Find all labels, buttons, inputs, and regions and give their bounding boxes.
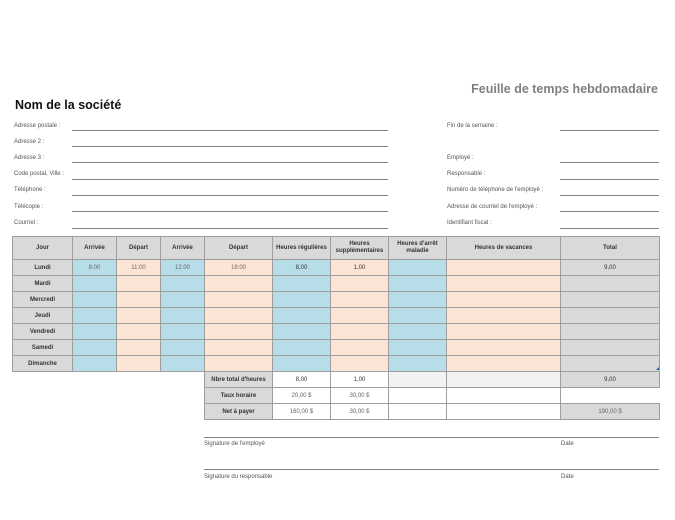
arrival-1-cell[interactable] (73, 308, 117, 324)
total-cell (561, 308, 660, 324)
departure-1-cell[interactable] (117, 356, 161, 372)
employee-signature-label: Signature de l'employé (204, 441, 265, 447)
day-label: Samedi (13, 340, 73, 356)
field-label-phone: Téléphone : (14, 187, 46, 193)
field-label-manager: Responsable : (447, 171, 486, 177)
overtime-hours-cell[interactable] (331, 308, 389, 324)
summary-row-hourly-rate (13, 388, 660, 404)
field-label-address: Adresse postale : (14, 123, 61, 129)
summary-regular: 8,00 (273, 372, 331, 388)
regular-hours-cell[interactable] (273, 276, 331, 292)
table-row (13, 292, 660, 308)
departure-2-cell[interactable] (205, 292, 273, 308)
col-header-arrival-1: Arrivée (73, 237, 117, 260)
field-label-employee-email: Adresse de courriel de l'employé : (447, 204, 538, 210)
field-input-address2[interactable] (72, 146, 388, 147)
resize-handle-icon (656, 367, 659, 370)
departure-2-cell[interactable]: 18:00 (205, 260, 273, 276)
field-input-employee-email[interactable] (560, 211, 659, 212)
field-label-tax-id: Identifiant fiscal : (447, 220, 492, 226)
field-input-email[interactable] (72, 228, 388, 229)
arrival-1-cell[interactable] (73, 324, 117, 340)
sick-hours-cell[interactable] (389, 356, 447, 372)
arrival-1-cell[interactable] (73, 340, 117, 356)
arrival-1-cell[interactable] (73, 292, 117, 308)
summary-overtime: 1,00 (331, 372, 389, 388)
sick-hours-cell[interactable] (389, 276, 447, 292)
summary-vacation-pay (447, 404, 561, 420)
vacation-hours-cell[interactable] (447, 340, 561, 356)
field-label-address2: Adresse 2 : (14, 139, 45, 145)
arrival-2-cell[interactable] (161, 292, 205, 308)
arrival-1-cell[interactable]: 8:00 (73, 260, 117, 276)
field-input-employee-phone[interactable] (560, 195, 659, 196)
field-input-postal[interactable] (72, 179, 388, 180)
departure-2-cell[interactable] (205, 356, 273, 372)
field-label-address3: Adresse 3 : (14, 155, 45, 161)
departure-1-cell[interactable] (117, 324, 161, 340)
total-cell (561, 356, 660, 372)
summary-spacer (13, 372, 205, 388)
field-input-manager[interactable] (560, 179, 659, 180)
summary-sick-pay (389, 404, 447, 420)
field-label-employee-phone: Numéro de téléphone de l'employé : (447, 187, 544, 193)
day-label: Lundi (13, 260, 73, 276)
total-cell: 9,00 (561, 260, 660, 276)
table-row (13, 260, 660, 276)
field-input-address3[interactable] (72, 162, 388, 163)
employee-signature-line[interactable] (204, 437, 659, 438)
arrival-2-cell[interactable] (161, 356, 205, 372)
total-cell (561, 340, 660, 356)
summary-row-total-hours (13, 372, 660, 388)
table-row (13, 308, 660, 324)
col-header-vacation-hours: Heures de vacances (447, 237, 561, 260)
departure-2-cell[interactable] (205, 276, 273, 292)
summary-label: Nbre total d'heures (205, 372, 273, 388)
day-label: Mercredi (13, 292, 73, 308)
overtime-hours-cell[interactable] (331, 276, 389, 292)
total-cell (561, 292, 660, 308)
arrival-2-cell[interactable] (161, 340, 205, 356)
timesheet-title: Feuille de temps hebdomadaire (471, 82, 658, 96)
summary-row-net-pay (13, 404, 660, 420)
field-input-address[interactable] (72, 130, 388, 131)
overtime-hours-cell[interactable]: 1,00 (331, 260, 389, 276)
sick-hours-cell[interactable] (389, 308, 447, 324)
summary-total: 9,00 (561, 372, 660, 388)
departure-2-cell[interactable] (205, 308, 273, 324)
col-header-arrival-2: Arrivée (161, 237, 205, 260)
summary-net-total: 190,00 $ (561, 404, 660, 420)
vacation-hours-cell[interactable] (447, 324, 561, 340)
table-row (13, 356, 660, 372)
field-label-postal: Code postal, Ville : (14, 171, 64, 177)
summary-total-empty (561, 388, 660, 404)
overtime-hours-cell[interactable] (331, 340, 389, 356)
table-row (13, 324, 660, 340)
summary-spacer (13, 388, 205, 404)
col-header-departure-1: Départ (117, 237, 161, 260)
table-row (13, 276, 660, 292)
day-label: Dimanche (13, 356, 73, 372)
field-input-tax-id[interactable] (560, 228, 659, 229)
manager-signature-label: Signature du responsable (204, 474, 273, 480)
summary-sick-rate[interactable] (389, 388, 447, 404)
arrival-2-cell[interactable] (161, 276, 205, 292)
total-cell (561, 276, 660, 292)
day-label: Vendredi (13, 324, 73, 340)
arrival-1-cell[interactable] (73, 276, 117, 292)
col-header-regular-hours: Heures régulières (273, 237, 331, 260)
departure-1-cell[interactable]: 11:00 (117, 260, 161, 276)
departure-2-cell[interactable] (205, 340, 273, 356)
departure-1-cell[interactable] (117, 292, 161, 308)
field-input-employee[interactable] (560, 162, 659, 163)
field-input-fax[interactable] (72, 211, 388, 212)
summary-label: Net à payer (205, 404, 273, 420)
col-header-overtime-hours: Heures supplémentaires (331, 237, 389, 260)
field-label-employee: Employé : (447, 155, 474, 161)
timesheet-table (12, 236, 660, 420)
vacation-hours-cell[interactable] (447, 308, 561, 324)
sick-hours-cell[interactable] (389, 324, 447, 340)
summary-overtime-pay: 30,00 $ (331, 404, 389, 420)
departure-1-cell[interactable] (117, 308, 161, 324)
total-cell (561, 324, 660, 340)
arrival-2-cell[interactable] (161, 324, 205, 340)
arrival-2-cell[interactable] (161, 308, 205, 324)
arrival-2-cell[interactable]: 12:00 (161, 260, 205, 276)
summary-regular-pay: 160,00 $ (273, 404, 331, 420)
employee-date-label: Date (561, 441, 574, 447)
summary-vacation-rate[interactable] (447, 388, 561, 404)
vacation-hours-cell[interactable] (447, 356, 561, 372)
summary-sick (389, 372, 447, 388)
vacation-hours-cell[interactable] (447, 276, 561, 292)
summary-vacation (447, 372, 561, 388)
field-input-week-end[interactable] (560, 130, 659, 131)
summary-regular-rate[interactable]: 20,00 $ (273, 388, 331, 404)
regular-hours-cell[interactable]: 8,00 (273, 260, 331, 276)
table-row (13, 340, 660, 356)
regular-hours-cell[interactable] (273, 356, 331, 372)
arrival-1-cell[interactable] (73, 356, 117, 372)
vacation-hours-cell[interactable] (447, 260, 561, 276)
regular-hours-cell[interactable] (273, 340, 331, 356)
departure-2-cell[interactable] (205, 324, 273, 340)
regular-hours-cell[interactable] (273, 324, 331, 340)
col-header-departure-2: Départ (205, 237, 273, 260)
day-label: Jeudi (13, 308, 73, 324)
field-label-email: Courriel : (14, 220, 39, 226)
manager-signature-line[interactable] (204, 469, 659, 470)
vacation-hours-cell[interactable] (447, 292, 561, 308)
overtime-hours-cell[interactable] (331, 292, 389, 308)
summary-spacer (13, 404, 205, 420)
regular-hours-cell[interactable] (273, 292, 331, 308)
regular-hours-cell[interactable] (273, 308, 331, 324)
col-header-sick-hours: Heures d'arrêt maladie (389, 237, 447, 260)
col-header-day: Jour (13, 237, 73, 260)
sick-hours-cell[interactable] (389, 260, 447, 276)
sick-hours-cell[interactable] (389, 340, 447, 356)
company-name: Nom de la société (15, 98, 122, 112)
overtime-hours-cell[interactable] (331, 356, 389, 372)
overtime-hours-cell[interactable] (331, 324, 389, 340)
summary-label: Taux horaire (205, 388, 273, 404)
departure-1-cell[interactable] (117, 340, 161, 356)
manager-date-label: Date (561, 474, 574, 480)
summary-overtime-rate[interactable]: 30,00 $ (331, 388, 389, 404)
sick-hours-cell[interactable] (389, 292, 447, 308)
col-header-total: Total (561, 237, 660, 260)
field-label-fax: Télécopie : (14, 204, 44, 210)
day-label: Mardi (13, 276, 73, 292)
field-input-phone[interactable] (72, 195, 388, 196)
table-header-row (13, 237, 660, 260)
field-label-week-end: Fin de la semaine : (447, 123, 498, 129)
departure-1-cell[interactable] (117, 276, 161, 292)
